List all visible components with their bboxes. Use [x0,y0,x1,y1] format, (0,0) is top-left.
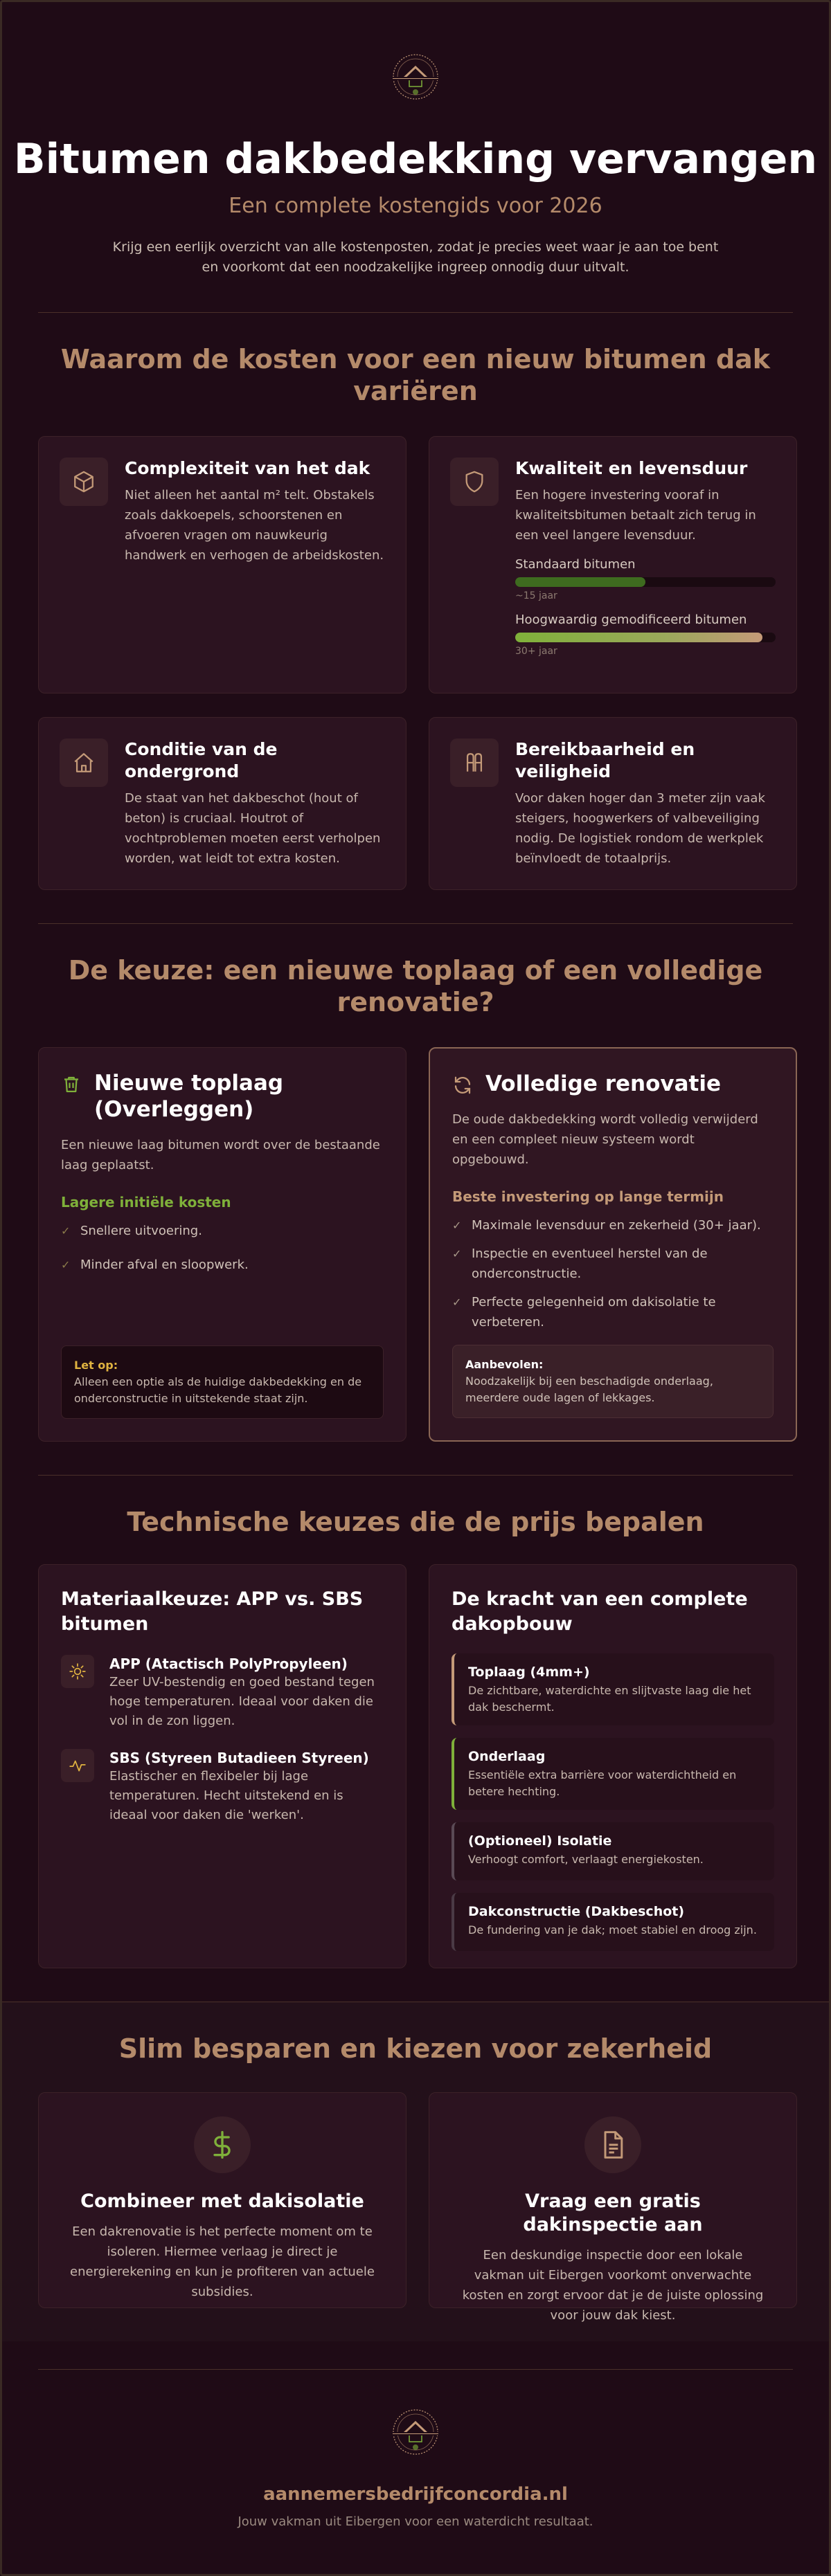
layer-toplaag [452,1653,774,1725]
factor-title: Kwaliteit en levensduur [515,458,748,478]
bar-fill [515,577,645,587]
bar-label: Standaard bitumen [515,557,636,572]
layer-text: Verhoogt comfort, verlaagt energiekosten. [468,1853,704,1866]
document-icon [584,2116,641,2173]
factor-text: Niet alleen het aantal m² telt. Obstakels zoals dakkoepels, schoorstenen en afvoeren vragen om nauwkeurig handwerk en verhogen de arbeidskosten. [125,488,384,563]
factor-title: Bereikbaarheid en veiligheid [515,739,695,781]
intro-text: Krijg een eerlijk overzicht van alle kostenposten, zodat je precies weet waar je aan toe bent en voorkomt dat een noodzakelijke ingreep onnodig duur uitvalt. [112,239,719,275]
layer-isolatie [452,1822,774,1880]
material-sbs [61,1749,384,1825]
factors-grid [38,436,793,693]
bar-label: Hoogwaardig gemodificeerd bitumen [515,613,747,627]
check-icon: ✓ [452,1247,462,1260]
layer-text: De fundering van je dak; moet stabiel en droog zijn. [468,1923,757,1936]
header [2,49,829,278]
choice-card-highlight: Beste investering op lange termijn [452,1188,724,1205]
layer-title: Onderlaag [468,1749,546,1764]
page-subtitle: Een complete kostengids voor 2026 [229,194,602,218]
layer-onderlaag [452,1738,774,1810]
material-title: SBS (Styreen Butadieen Styreen) [109,1750,369,1766]
refresh-icon [452,1075,473,1096]
factor-text: De staat van het dakbeschot (hout of beton) is cruciaal. Houtrot of vochtproblemen moeten eerst verholpen worden, wat leidt tot extra kosten. [125,791,381,866]
material-title: APP (Atactisch PolyPropyleen) [109,1656,348,1672]
choice-card-text: Een nieuwe laag bitumen wordt over de bestaande laag geplaatst. [61,1138,380,1172]
divider [38,1475,793,1476]
footer-tagline: Jouw vakman uit Eibergen voor een waterdicht resultaat. [238,2514,593,2529]
materials-title: Materiaalkeuze: APP vs. SBS bitumen [61,1588,364,1635]
bar-fill [515,633,762,642]
note-title: Aanbevolen: [465,1358,544,1371]
factor-title: Complexiteit van het dak [125,458,370,478]
ladder-icon [450,738,499,787]
divider [38,312,793,313]
material-text: Elastischer en flexibeler bij lage temperaturen. Hecht uitstekend en is ideaal voor daken die 'werken'. [109,1769,343,1822]
factor-text: Een hogere investering vooraf in kwaliteitsbitumen betaalt zich terug in een veel langere levensduur. [515,488,756,543]
sun-icon [61,1655,94,1688]
list-item: ✓ Minder afval en sloopwerk. [61,1255,384,1275]
note-text: Alleen een optie als de huidige dakbedekking en de onderconstructie in uitstekende staat zijn. [74,1375,362,1405]
choice-title: De keuze: een nieuwe toplaag of een volledige renovatie? [68,955,763,1017]
choice-grid [38,1047,793,1442]
save-card-title: Vraag een gratis dakinspectie aan [523,2190,703,2235]
tech-title: Technische keuzes die de prijs bepalen [127,1507,704,1537]
factors-title: Waarom de kosten voor een nieuw bitumen dak variëren [60,344,771,406]
layers-card [429,1564,797,1968]
list-item: ✓ Snellere uitvoering. [61,1221,384,1241]
list-item: ✓ Inspectie en eventueel herstel van de onderconstructie. [452,1244,774,1284]
save-card-inspection [429,2092,797,2323]
check-list [452,1215,774,1332]
check-icon: ✓ [452,1219,462,1232]
factor-card-complexity [38,436,406,693]
dollar-icon [194,2116,251,2173]
choice-card-title: Volledige renovatie [485,1071,721,1096]
note-title: Let op: [74,1359,118,1372]
factor-text: Voor daken hoger dan 3 meter zijn vaak steigers, hoogwerkers of valbeveiliging nodig. De logistiek rondom de werkplek beïnvloedt de totaalprijs. [515,791,765,866]
factor-title: Conditie van de ondergrond [125,739,278,781]
bar-note: ~15 jaar [515,590,557,601]
save-card-text: Een deskundige inspectie door een lokale vakman uit Eibergen voorkomt onverwachte kosten en zorgt ervoor dat je de juiste oplossing voor jouw dak kiest. [462,2248,764,2323]
save-section [2,2002,829,2341]
choice-card-text: De oude dakbedekking wordt volledig verwijderd en een compleet nieuw systeem wordt opgebouwd. [452,1112,758,1167]
company-logo-icon [386,49,445,105]
factor-card-access [429,717,797,890]
choice-card-highlight: Lagere initiële kosten [61,1194,231,1210]
layer-text: Essentiële extra barrière voor waterdichtheid en betere hechting. [468,1768,737,1798]
factor-card-quality [429,436,797,693]
home-icon [60,738,108,787]
save-card-title: Combineer met dakisolatie [80,2190,364,2212]
bar-note: 30+ jaar [515,646,557,657]
choice-card-title: Nieuwe toplaag (Overleggen) [94,1071,284,1122]
recommend-note [452,1345,774,1418]
divider [38,923,793,924]
footer [2,2369,829,2530]
lifespan-bar-standard [515,556,776,602]
materials-card [38,1564,406,1968]
check-icon: ✓ [61,1224,71,1237]
divider [38,2369,793,2370]
layer-dakconstructie [452,1893,774,1951]
bar-track [515,633,776,642]
save-title: Slim besparen en kiezen voor zekerheid [118,2033,713,2064]
choice-card-renovation [429,1047,797,1442]
lifespan-bar-premium [515,612,776,657]
material-text: Zeer UV-bestendig en goed bestand tegen hoge temperaturen. Ideaal voor daken die vol in de zon liggen. [109,1675,375,1728]
cube-icon [60,457,108,506]
factor-card-condition [38,717,406,890]
save-grid [38,2092,793,2323]
layer-title: (Optioneel) Isolatie [468,1833,612,1849]
layer-title: Dakconstructie (Dakbeschot) [468,1904,685,1919]
bar-track [515,577,776,587]
note-text: Noodzakelijk bij een beschadigde onderlaag, meerdere oude lagen of lekkages. [465,1375,713,1404]
layers-title: De kracht van een complete dakopbouw [452,1588,748,1635]
footer-website[interactable]: aannemersbedrijfconcordia.nl [263,2484,568,2505]
pulse-icon [61,1749,94,1782]
layer-text: De zichtbare, waterdichte en slijtvaste laag die het dak beschermt. [468,1684,751,1714]
check-list [61,1221,384,1275]
save-card-insulation [38,2092,406,2308]
shield-icon [450,457,499,506]
layer-title: Toplaag (4mm+) [468,1665,590,1680]
check-icon: ✓ [61,1258,71,1271]
list-item: ✓ Maximale levensduur en zekerheid (30+ jaar). [452,1215,774,1235]
warning-note [61,1345,384,1419]
factors-grid-2 [38,717,793,890]
list-item: ✓ Perfecte gelegenheid om dakisolatie te verbeteren. [452,1292,774,1332]
check-icon: ✓ [452,1296,462,1309]
save-card-text: Een dakrenovatie is het perfecte moment om te isoleren. Hiermee verlaag je direct je energierekening en kun je profiteren van actuele subsidies. [70,2224,375,2299]
tech-grid [38,1564,793,1968]
page-title: Bitumen dakbedekking vervangen [13,135,818,183]
material-app [61,1655,384,1731]
choice-card-overlay [38,1047,406,1442]
company-logo-icon [386,2404,445,2460]
trash-icon [61,1074,82,1095]
